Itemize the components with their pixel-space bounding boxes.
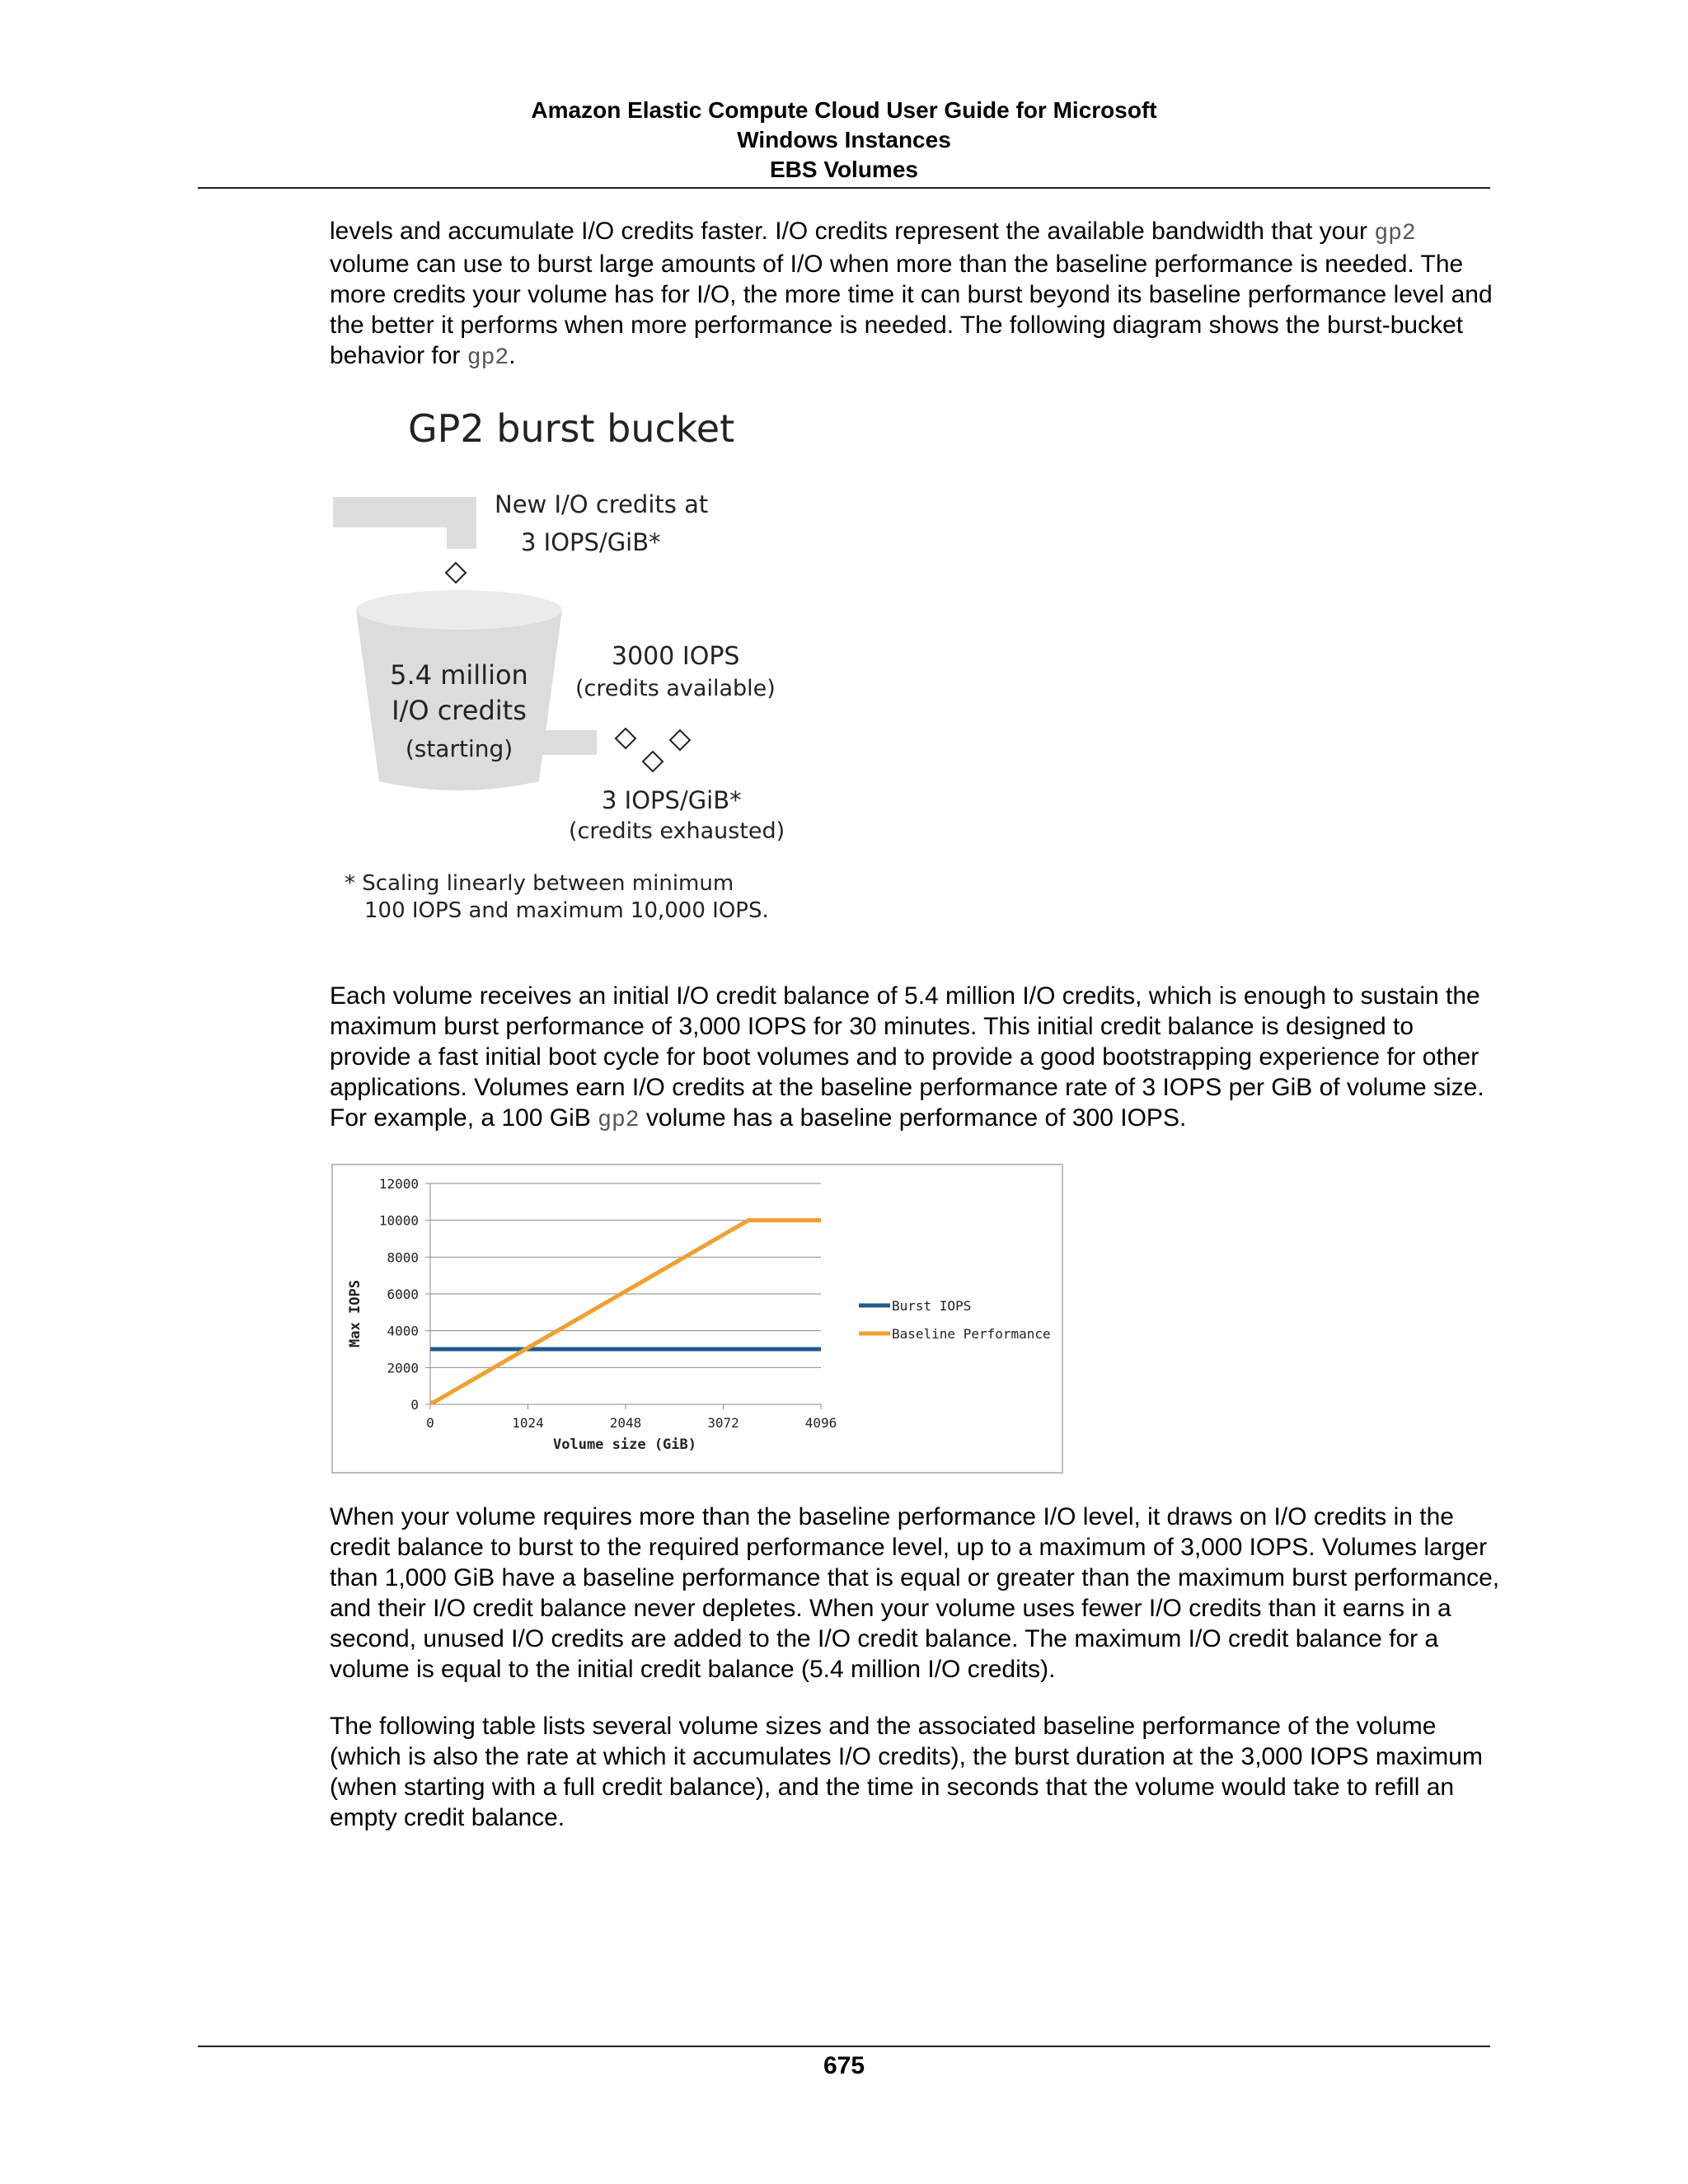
credit-balance-paragraph: Each volume receives an initial I/O credit balance of 5.4 million I/O credits, which is enough to sustain the maximum burst performance of 3,000 IOPS for 30 minutes. This initial credit balance is designed to provide a fast initial boot cycle for boot volumes and to provide a good bootstrapping experience for other applications. Volumes earn I/O credits at the baseline performance rate of 3 IOPS per GiB of volume size. For example, a 100 GiB gp2 volume has a baseline performance of 300 IOPS. (330, 982, 1484, 1133)
burst-iops-label: 3000 IOPS (612, 642, 740, 671)
legend-label: Burst IOPS (892, 1298, 972, 1314)
credit-diamond (616, 729, 635, 748)
credit-diamond (670, 730, 690, 750)
y-tick-label: 10000 (378, 1212, 419, 1229)
diagram-title: GP2 burst bucket (408, 406, 735, 451)
outflow-pipe (539, 730, 597, 755)
y-tick-label: 8000 (387, 1249, 419, 1266)
x-axis-label: Volume size (GiB) (553, 1436, 696, 1453)
iops-chart-frame (331, 1164, 1063, 1474)
y-tick-label: 0 (410, 1397, 419, 1413)
y-tick-label: 2000 (387, 1360, 419, 1376)
table-intro-paragraph: The following table lists several volume sizes and the associated baseline performance of the volume (which is also the rate at which it accumulates I/O credits), the burst duration at the 3,000 IOPS maximum (when starting with a full credit balance), and the time in seconds that the volume would take to refill an empty credit balance. (330, 1713, 1483, 1831)
new-credits-rate: 3 IOPS/GiB* (521, 528, 661, 556)
header-rule (198, 187, 1490, 189)
inline-code: gp2 (598, 1108, 640, 1133)
y-tick-label: 6000 (387, 1286, 419, 1302)
credit-diamond (643, 752, 663, 771)
credits-available-label: (credits available) (575, 676, 776, 701)
x-tick-label: 0 (426, 1415, 434, 1431)
intro-paragraph: levels and accumulate I/O credits faster. I/O credits represent the available bandwidth that your gp2 volume can use to burst large amounts of I/O when more than the baseline performance is needed. The more credits your volume has for I/O, the more time it can burst beyond its baseline performance level and the better it performs when more performance is needed. The following diagram shows the burst-bucket behavior for gp2. (330, 218, 1493, 371)
y-axis-label: Max IOPS (347, 1280, 363, 1347)
legend-label: Baseline Performance (892, 1326, 1051, 1342)
inline-code: gp2 (467, 345, 509, 371)
header-section-title: EBS Volumes (770, 157, 918, 182)
credit-diamond (446, 563, 466, 583)
burst-bucket-diagram (330, 404, 824, 940)
iops-chart (333, 1165, 1062, 1472)
bucket-starting-label: (starting) (405, 735, 513, 762)
header-title-line1: Amazon Elastic Compute Cloud User Guide for Microsoft (531, 97, 1157, 123)
x-tick-label: 2048 (609, 1415, 642, 1431)
page-number: 675 (823, 2052, 865, 2079)
series-line-baseline-performance (430, 1221, 821, 1403)
header-title-line2: Windows Instances (737, 127, 951, 152)
y-tick-label: 12000 (378, 1176, 419, 1192)
inline-code: gp2 (1374, 221, 1416, 246)
x-tick-label: 4096 (804, 1415, 837, 1431)
baseline-rate-label: 3 IOPS/GiB* (602, 786, 742, 814)
scaling-footnote-line1: * Scaling linearly between minimum (345, 871, 734, 896)
bucket-credits-amount: 5.4 million (390, 659, 528, 691)
footer-rule (198, 2046, 1490, 2047)
scaling-footnote-line2: 100 IOPS and maximum 10,000 IOPS. (364, 898, 769, 923)
y-tick-label: 4000 (387, 1323, 419, 1339)
x-tick-label: 3072 (707, 1415, 739, 1431)
credits-exhausted-label: (credits exhausted) (569, 818, 785, 844)
bucket-rim (356, 590, 562, 630)
x-tick-label: 1024 (512, 1415, 544, 1431)
inflow-pipe (333, 497, 476, 549)
new-credits-label: New I/O credits at (495, 490, 709, 518)
bucket-credits-unit: I/O credits (392, 695, 527, 726)
burst-behavior-paragraph: When your volume requires more than the baseline performance I/O level, it draws on I/O credits in the credit balance to burst to the required performance level, up to a maximum of 3,000 IOPS. Volumes larger than 1,000 GiB have a baseline performance that is equal or greater than the maximum burst performance, and their I/O credit balance never depletes. When your volume uses fewer I/O credits than it earns in a second, unused I/O credits are added to the I/O credit balance. The maximum I/O credit balance for a volume is equal to the initial credit balance (5.4 million I/O credits). (330, 1503, 1500, 1683)
